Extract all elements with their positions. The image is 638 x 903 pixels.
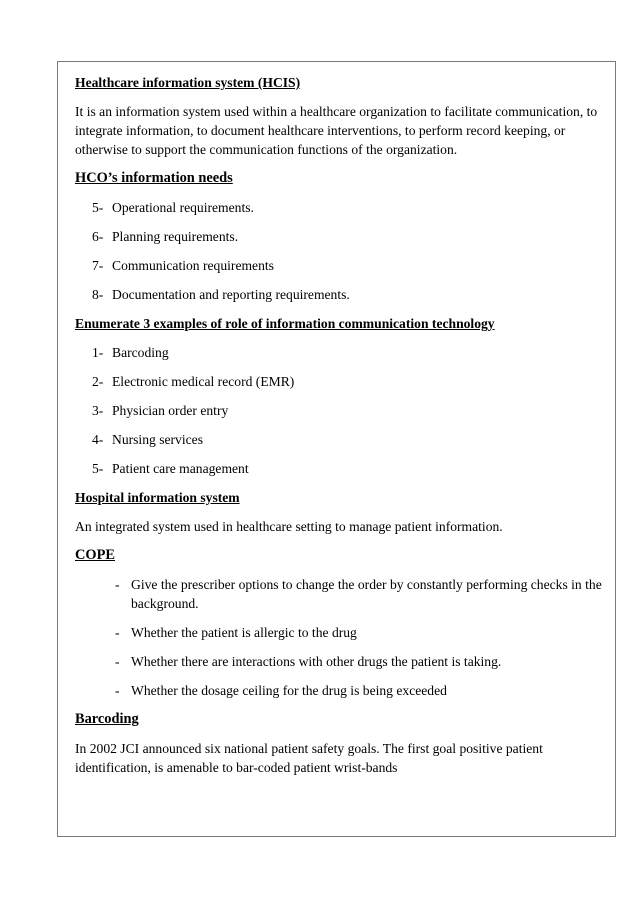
- item-text: Physician order entry: [112, 403, 229, 418]
- item-number: 6-: [92, 229, 104, 244]
- item-text: Nursing services: [112, 432, 203, 447]
- item-number: 8-: [92, 287, 104, 302]
- ict-roles-heading: Enumerate 3 examples of role of information communication technology: [75, 316, 495, 331]
- item-number: 5-: [92, 461, 104, 476]
- item-text: Whether the patient is allergic to the drug: [131, 625, 357, 640]
- item-number: 3-: [92, 403, 104, 418]
- item-number: 4-: [92, 432, 104, 447]
- item-number: 7-: [92, 258, 104, 273]
- list-item: [75, 198, 610, 217]
- item-text: Planning requirements.: [112, 229, 239, 244]
- list-item: [75, 575, 610, 613]
- list-item: [75, 372, 610, 391]
- dash-bullet: -: [115, 683, 120, 698]
- list-item: [75, 285, 610, 304]
- list-item: [75, 227, 610, 246]
- item-text: Barcoding: [112, 345, 169, 360]
- barcoding-text: In 2002 JCI announced six national patient safety goals. The first goal positive patient identification, is amenable to bar-coded patient wrist-bands: [75, 741, 543, 775]
- dash-bullet: -: [115, 625, 120, 640]
- his-definition: An integrated system used in healthcare setting to manage patient information.: [75, 519, 503, 534]
- hco-needs-list: [75, 198, 610, 304]
- list-item: [75, 401, 610, 420]
- cope-list: [75, 575, 610, 700]
- ict-roles-list: [75, 343, 610, 478]
- his-heading: Hospital information system: [75, 490, 240, 505]
- dash-bullet: -: [115, 654, 120, 669]
- item-text: Whether the dosage ceiling for the drug is being exceeded: [131, 683, 447, 698]
- hco-needs-heading: HCO’s information needs: [75, 170, 233, 186]
- hcis-definition: It is an information system used within a healthcare organization to facilitate communication, to integrate information, to document healthcare interventions, to perform record keeping, or otherwise to support the communication functions of the organization.: [75, 104, 598, 157]
- list-item: [75, 430, 610, 449]
- item-text: Whether there are interactions with other drugs the patient is taking.: [131, 654, 502, 669]
- hcis-heading: Healthcare information system (HCIS): [75, 75, 301, 90]
- cope-heading: COPE: [75, 547, 115, 563]
- item-text: Give the prescriber options to change the order by constantly performing checks in the background.: [131, 577, 602, 611]
- item-number: 2-: [92, 374, 104, 389]
- list-item: [75, 681, 610, 700]
- list-item: [75, 652, 610, 671]
- dash-bullet: -: [115, 577, 120, 592]
- list-item: [75, 256, 610, 275]
- barcoding-heading: Barcoding: [75, 711, 139, 727]
- list-item: [75, 343, 610, 362]
- document-body: [75, 73, 610, 787]
- item-text: Patient care management: [112, 461, 249, 476]
- item-number: 5-: [92, 200, 104, 215]
- item-text: Communication requirements: [112, 258, 274, 273]
- list-item: [75, 623, 610, 642]
- item-number: 1-: [92, 345, 104, 360]
- item-text: Electronic medical record (EMR): [112, 374, 295, 389]
- list-item: [75, 459, 610, 478]
- item-text: Documentation and reporting requirements.: [112, 287, 350, 302]
- item-text: Operational requirements.: [112, 200, 254, 215]
